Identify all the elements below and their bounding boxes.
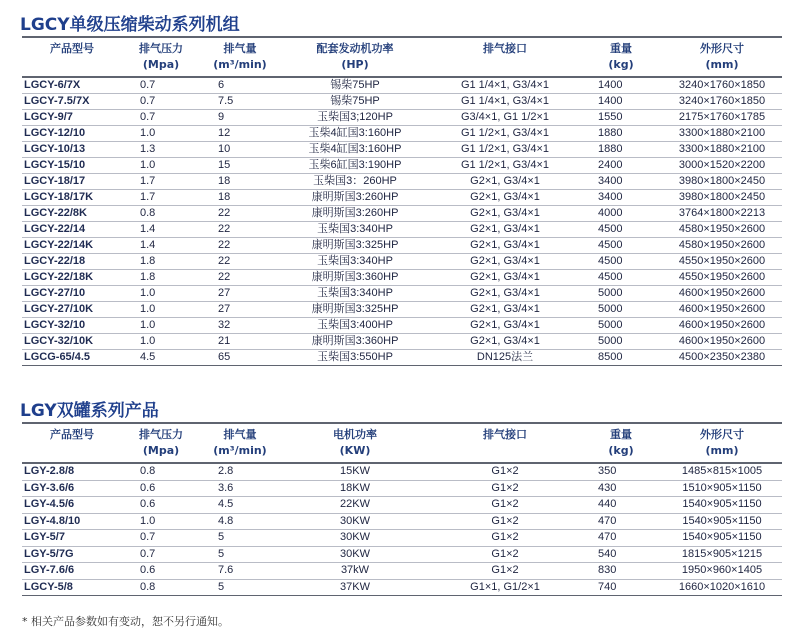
cell-flow: 22 xyxy=(200,270,280,286)
header-flow-unit: (m³/min) xyxy=(213,444,267,457)
cell-outlet: DN125法兰 xyxy=(430,350,580,366)
table-row xyxy=(22,318,782,334)
cell-power: 锡柴75HP xyxy=(280,94,430,110)
header-weight-unit: (kg) xyxy=(608,58,634,71)
cell-pressure: 1.7 xyxy=(122,190,200,206)
table-row xyxy=(22,126,782,142)
cell-power: 康明斯国3:360HP xyxy=(280,270,430,286)
cell-model: LGCY-15/10 xyxy=(22,158,122,174)
cell-outlet: G2×1, G3/4×1 xyxy=(430,270,580,286)
cell-outlet: G1×2 xyxy=(430,497,580,514)
cell-power: 锡柴75HP xyxy=(280,77,430,94)
cell-pressure: 0.7 xyxy=(122,530,200,547)
cell-pressure: 0.7 xyxy=(122,110,200,126)
cell-model: LGCY-5/8 xyxy=(22,579,122,596)
cell-flow: 27 xyxy=(200,286,280,302)
table-row xyxy=(22,222,782,238)
header-flow: 排气量 xyxy=(223,428,257,441)
cell-flow: 32 xyxy=(200,318,280,334)
cell-pressure: 1.0 xyxy=(122,302,200,318)
cell-flow: 6 xyxy=(200,77,280,94)
table-header-row xyxy=(22,37,782,57)
cell-dimensions: 3764×1800×2213 xyxy=(662,206,782,222)
header-weight: 重量 xyxy=(610,428,632,441)
cell-dimensions: 4580×1950×2600 xyxy=(662,238,782,254)
cell-flow: 7.6 xyxy=(200,563,280,580)
table-header-row xyxy=(22,423,782,443)
cell-pressure: 1.0 xyxy=(122,126,200,142)
header-pressure-unit: (Mpa) xyxy=(142,444,180,457)
header-flow: 排气量 xyxy=(223,42,257,55)
cell-flow: 3.6 xyxy=(200,480,280,497)
cell-flow: 15 xyxy=(200,158,280,174)
cell-outlet: G1 1/2×1, G3/4×1 xyxy=(430,142,580,158)
header-dimensions-unit: (mm) xyxy=(705,444,739,457)
cell-outlet: G2×1, G3/4×1 xyxy=(430,334,580,350)
cell-model: LGY-7.6/6 xyxy=(22,563,122,580)
cell-pressure: 0.7 xyxy=(122,94,200,110)
cell-power: 18KW xyxy=(280,480,430,497)
cell-pressure: 1.0 xyxy=(122,286,200,302)
cell-weight: 440 xyxy=(580,497,662,514)
cell-model: LGCY-18/17 xyxy=(22,174,122,190)
cell-outlet: G2×1, G3/4×1 xyxy=(430,254,580,270)
cell-pressure: 1.3 xyxy=(122,142,200,158)
table-row xyxy=(22,513,782,530)
cell-dimensions: 4550×1950×2600 xyxy=(662,270,782,286)
cell-weight: 540 xyxy=(580,546,662,563)
header-dimensions: 外形尺寸 xyxy=(700,428,744,441)
table-row xyxy=(22,463,782,480)
cell-dimensions: 3300×1880×2100 xyxy=(662,142,782,158)
table-row xyxy=(22,158,782,174)
table-row xyxy=(22,302,782,318)
cell-dimensions: 1540×905×1150 xyxy=(662,497,782,514)
cell-model: LGCG-65/4.5 xyxy=(22,350,122,366)
cell-pressure: 0.8 xyxy=(122,579,200,596)
cell-flow: 7.5 xyxy=(200,94,280,110)
cell-power: 玉柴国3:340HP xyxy=(280,254,430,270)
cell-model: LGY-5/7G xyxy=(22,546,122,563)
cell-power: 37kW xyxy=(280,563,430,580)
cell-flow: 21 xyxy=(200,334,280,350)
header-outlet: 排气接口 xyxy=(483,428,527,441)
cell-pressure: 1.0 xyxy=(122,334,200,350)
cell-flow: 4.5 xyxy=(200,497,280,514)
cell-flow: 65 xyxy=(200,350,280,366)
cell-pressure: 1.7 xyxy=(122,174,200,190)
cell-outlet: G2×1, G3/4×1 xyxy=(430,222,580,238)
cell-pressure: 0.6 xyxy=(122,497,200,514)
cell-weight: 430 xyxy=(580,480,662,497)
cell-weight: 5000 xyxy=(580,318,662,334)
cell-model: LGCY-22/8K xyxy=(22,206,122,222)
cell-power: 37KW xyxy=(280,579,430,596)
cell-model: LGCY-22/14K xyxy=(22,238,122,254)
cell-weight: 830 xyxy=(580,563,662,580)
cell-dimensions: 1815×905×1215 xyxy=(662,546,782,563)
cell-power: 玉柴国3:400HP xyxy=(280,318,430,334)
header-outlet-unit xyxy=(430,443,580,463)
header-motor-power-unit: (KW) xyxy=(339,444,371,457)
cell-weight: 5000 xyxy=(580,286,662,302)
cell-pressure: 4.5 xyxy=(122,350,200,366)
cell-dimensions: 4600×1950×2600 xyxy=(662,302,782,318)
table-row xyxy=(22,579,782,596)
cell-pressure: 0.6 xyxy=(122,563,200,580)
cell-flow: 22 xyxy=(200,254,280,270)
cell-dimensions: 3980×1800×2450 xyxy=(662,174,782,190)
cell-flow: 2.8 xyxy=(200,463,280,480)
cell-dimensions: 3980×1800×2450 xyxy=(662,190,782,206)
cell-weight: 1880 xyxy=(580,142,662,158)
header-dimensions-unit: (mm) xyxy=(705,58,739,71)
cell-weight: 4500 xyxy=(580,270,662,286)
header-model: 产品型号 xyxy=(50,42,94,55)
cell-power: 30KW xyxy=(280,546,430,563)
cell-model: LGY-3.6/6 xyxy=(22,480,122,497)
cell-power: 玉柴6缸国3:190HP xyxy=(280,158,430,174)
cell-model: LGY-5/7 xyxy=(22,530,122,547)
cell-pressure: 1.8 xyxy=(122,270,200,286)
cell-weight: 5000 xyxy=(580,334,662,350)
cell-pressure: 0.8 xyxy=(122,463,200,480)
cell-power: 玉柴国3;120HP xyxy=(280,110,430,126)
table-row xyxy=(22,77,782,94)
cell-weight: 1550 xyxy=(580,110,662,126)
cell-outlet: G2×1, G3/4×1 xyxy=(430,206,580,222)
cell-model: LGCY-22/18 xyxy=(22,254,122,270)
cell-outlet: G2×1, G3/4×1 xyxy=(430,190,580,206)
cell-flow: 18 xyxy=(200,190,280,206)
cell-dimensions: 4600×1950×2600 xyxy=(662,318,782,334)
cell-weight: 470 xyxy=(580,513,662,530)
cell-power: 30KW xyxy=(280,513,430,530)
cell-dimensions: 3000×1520×2200 xyxy=(662,158,782,174)
spec-table-lgy xyxy=(22,422,782,596)
cell-power: 玉柴4缸国3:160HP xyxy=(280,126,430,142)
cell-pressure: 0.7 xyxy=(122,546,200,563)
cell-model: LGY-2.8/8 xyxy=(22,463,122,480)
cell-power: 康明斯国3:325HP xyxy=(280,302,430,318)
cell-dimensions: 4580×1950×2600 xyxy=(662,222,782,238)
cell-weight: 4500 xyxy=(580,238,662,254)
table-row xyxy=(22,190,782,206)
cell-weight: 2400 xyxy=(580,158,662,174)
cell-flow: 9 xyxy=(200,110,280,126)
cell-flow: 5 xyxy=(200,579,280,596)
table-row xyxy=(22,530,782,547)
cell-dimensions: 3240×1760×1850 xyxy=(662,77,782,94)
cell-flow: 5 xyxy=(200,530,280,547)
cell-outlet: G1 1/4×1, G3/4×1 xyxy=(430,77,580,94)
header-pressure: 排气压力 xyxy=(139,42,183,55)
cell-weight: 8500 xyxy=(580,350,662,366)
cell-dimensions: 4500×2350×2380 xyxy=(662,350,782,366)
cell-weight: 4500 xyxy=(580,254,662,270)
cell-model: LGCY-22/14 xyxy=(22,222,122,238)
table-row xyxy=(22,286,782,302)
cell-model: LGCY-10/13 xyxy=(22,142,122,158)
table-row xyxy=(22,546,782,563)
table-row xyxy=(22,334,782,350)
cell-dimensions: 1540×905×1150 xyxy=(662,530,782,547)
cell-outlet: G1×2 xyxy=(430,563,580,580)
table-header-units-row xyxy=(22,443,782,463)
header-pressure: 排气压力 xyxy=(139,428,183,441)
cell-dimensions: 2175×1760×1785 xyxy=(662,110,782,126)
cell-outlet: G1×1, G1/2×1 xyxy=(430,579,580,596)
cell-dimensions: 4600×1950×2600 xyxy=(662,286,782,302)
cell-pressure: 0.8 xyxy=(122,206,200,222)
cell-pressure: 1.0 xyxy=(122,513,200,530)
header-outlet: 排气接口 xyxy=(483,42,527,55)
cell-flow: 22 xyxy=(200,222,280,238)
table-row xyxy=(22,238,782,254)
cell-model: LGCY-22/18K xyxy=(22,270,122,286)
cell-weight: 1400 xyxy=(580,77,662,94)
cell-outlet: G1 1/2×1, G3/4×1 xyxy=(430,158,580,174)
cell-weight: 1880 xyxy=(580,126,662,142)
cell-dimensions: 4600×1950×2600 xyxy=(662,334,782,350)
section-title-lgy: LGY双罐系列产品 xyxy=(20,401,159,421)
cell-power: 15KW xyxy=(280,463,430,480)
cell-outlet: G2×1, G3/4×1 xyxy=(430,318,580,334)
header-flow-unit: (m³/min) xyxy=(213,58,267,71)
table-row xyxy=(22,254,782,270)
header-weight: 重量 xyxy=(610,42,632,55)
header-motor-power: 电机功率 xyxy=(333,428,377,441)
cell-outlet: G1×2 xyxy=(430,513,580,530)
cell-flow: 5 xyxy=(200,546,280,563)
cell-flow: 12 xyxy=(200,126,280,142)
cell-model: LGCY-6/7X xyxy=(22,77,122,94)
cell-model: LGCY-7.5/7X xyxy=(22,94,122,110)
header-engine-power: 配套发动机功率 xyxy=(316,42,394,55)
cell-model: LGCY-12/10 xyxy=(22,126,122,142)
table-row xyxy=(22,206,782,222)
cell-pressure: 1.0 xyxy=(122,318,200,334)
table-header-units-row xyxy=(22,57,782,77)
cell-outlet: G2×1, G3/4×1 xyxy=(430,286,580,302)
cell-outlet: G1 1/4×1, G3/4×1 xyxy=(430,94,580,110)
cell-power: 康明斯国3:260HP xyxy=(280,206,430,222)
cell-model: LGCY-32/10 xyxy=(22,318,122,334)
cell-pressure: 1.4 xyxy=(122,222,200,238)
cell-dimensions: 1540×905×1150 xyxy=(662,513,782,530)
cell-dimensions: 3300×1880×2100 xyxy=(662,126,782,142)
cell-outlet: G2×1, G3/4×1 xyxy=(430,174,580,190)
cell-flow: 4.8 xyxy=(200,513,280,530)
cell-outlet: G1 1/2×1, G3/4×1 xyxy=(430,126,580,142)
cell-outlet: G1×2 xyxy=(430,530,580,547)
cell-model: LGCY-18/17K xyxy=(22,190,122,206)
footnote: * 相关产品参数如有变动，恕不另行通知。 xyxy=(22,615,229,628)
cell-flow: 22 xyxy=(200,206,280,222)
cell-weight: 3400 xyxy=(580,174,662,190)
cell-weight: 470 xyxy=(580,530,662,547)
header-model-unit xyxy=(22,443,122,463)
cell-weight: 350 xyxy=(580,463,662,480)
cell-weight: 5000 xyxy=(580,302,662,318)
header-outlet-unit xyxy=(430,57,580,77)
cell-power: 康明斯国3:260HP xyxy=(280,190,430,206)
cell-outlet: G1×2 xyxy=(430,463,580,480)
cell-power: 康明斯国3:360HP xyxy=(280,334,430,350)
cell-model: LGCY-27/10 xyxy=(22,286,122,302)
cell-dimensions: 1660×1020×1610 xyxy=(662,579,782,596)
table-row xyxy=(22,497,782,514)
cell-model: LGCY-32/10K xyxy=(22,334,122,350)
header-engine-power-unit: (HP) xyxy=(341,58,369,71)
cell-pressure: 0.7 xyxy=(122,77,200,94)
table-row xyxy=(22,110,782,126)
cell-weight: 3400 xyxy=(580,190,662,206)
cell-model: LGY-4.8/10 xyxy=(22,513,122,530)
header-model-unit xyxy=(22,57,122,77)
cell-dimensions: 3240×1760×1850 xyxy=(662,94,782,110)
cell-weight: 4500 xyxy=(580,222,662,238)
cell-pressure: 1.8 xyxy=(122,254,200,270)
cell-power: 玉柴国3:340HP xyxy=(280,286,430,302)
cell-outlet: G2×1, G3/4×1 xyxy=(430,238,580,254)
cell-outlet: G2×1, G3/4×1 xyxy=(430,302,580,318)
cell-pressure: 1.0 xyxy=(122,158,200,174)
header-model: 产品型号 xyxy=(50,428,94,441)
header-weight-unit: (kg) xyxy=(608,444,634,457)
header-dimensions: 外形尺寸 xyxy=(700,42,744,55)
cell-dimensions: 1485×815×1005 xyxy=(662,463,782,480)
cell-model: LGY-4.5/6 xyxy=(22,497,122,514)
cell-outlet: G1×2 xyxy=(430,546,580,563)
cell-model: LGCY-27/10K xyxy=(22,302,122,318)
cell-dimensions: 1950×960×1405 xyxy=(662,563,782,580)
cell-outlet: G3/4×1, G1 1/2×1 xyxy=(430,110,580,126)
table-row xyxy=(22,350,782,366)
cell-power: 康明斯国3:325HP xyxy=(280,238,430,254)
cell-power: 22KW xyxy=(280,497,430,514)
cell-power: 玉柴国3:550HP xyxy=(280,350,430,366)
cell-dimensions: 4550×1950×2600 xyxy=(662,254,782,270)
cell-outlet: G1×2 xyxy=(430,480,580,497)
header-pressure-unit: (Mpa) xyxy=(142,58,180,71)
table-row xyxy=(22,270,782,286)
section-title-lgcy: LGCY单级压缩柴动系列机组 xyxy=(20,15,240,35)
table-row xyxy=(22,94,782,110)
cell-power: 玉柴国3：260HP xyxy=(280,174,430,190)
cell-dimensions: 1510×905×1150 xyxy=(662,480,782,497)
cell-weight: 1400 xyxy=(580,94,662,110)
table-row xyxy=(22,563,782,580)
table-row xyxy=(22,174,782,190)
cell-power: 玉柴国3:340HP xyxy=(280,222,430,238)
cell-power: 30KW xyxy=(280,530,430,547)
cell-flow: 10 xyxy=(200,142,280,158)
cell-weight: 4000 xyxy=(580,206,662,222)
table-row xyxy=(22,480,782,497)
cell-weight: 740 xyxy=(580,579,662,596)
cell-flow: 27 xyxy=(200,302,280,318)
cell-flow: 18 xyxy=(200,174,280,190)
spec-table-lgcy xyxy=(22,36,782,366)
cell-power: 玉柴4缸国3:160HP xyxy=(280,142,430,158)
table-row xyxy=(22,142,782,158)
cell-flow: 22 xyxy=(200,238,280,254)
cell-model: LGCY-9/7 xyxy=(22,110,122,126)
cell-pressure: 1.4 xyxy=(122,238,200,254)
cell-pressure: 0.6 xyxy=(122,480,200,497)
